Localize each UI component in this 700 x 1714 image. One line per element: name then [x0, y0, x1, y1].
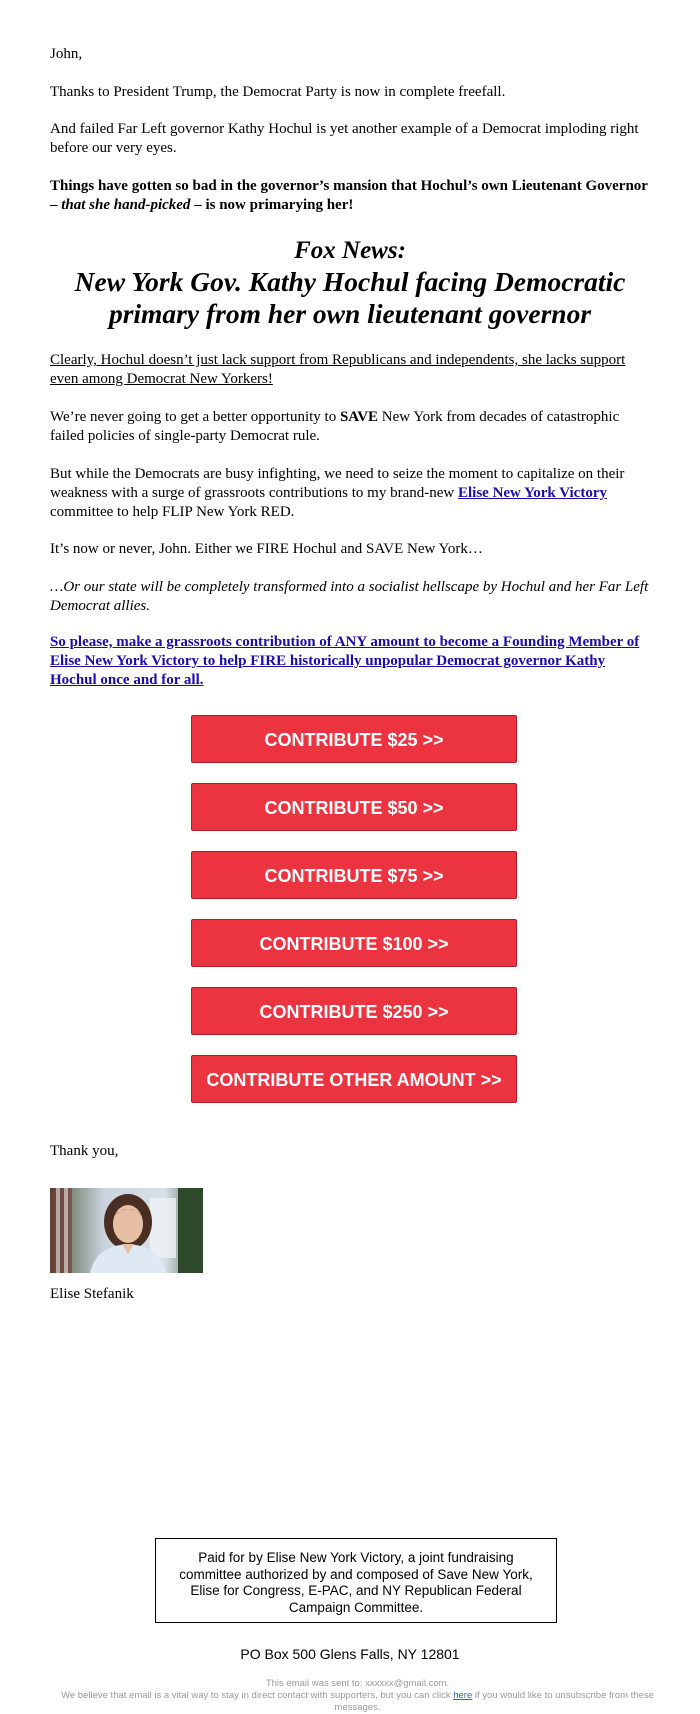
signoff: Thank you,: [50, 1143, 119, 1159]
footer-unsubscribe: We believe that email is a vital way to stay in direct contact with supporters, but you can click here if you would like to unsubscribe from these messages.: [61, 1690, 654, 1713]
unsubscribe-link[interactable]: here: [453, 1690, 473, 1701]
contribute-50-button[interactable]: CONTRIBUTE $50 >>: [191, 783, 517, 831]
paragraph-9: [50, 633, 650, 690]
paragraph-4: Clearly, Hochul doesn’t just lack support from Republicans and independents, she lacks support even among Democrat New Yorkers!: [50, 352, 626, 387]
contribute-text-link[interactable]: So please, make a grassroots contribution of ANY amount to become a Founding Member of Elise New York Victory to help FIRE historically unpopular Democrat governor Kathy Hochul once and for all.: [50, 634, 640, 688]
greeting: John,: [50, 46, 83, 62]
footer-sent-to: This email was sent to: xxxxxx@gmail.com.: [265, 1678, 450, 1689]
paragraph-8: …Or our state will be completely transformed into a socialist hellscape by Hochul and her Far Left Democrat allies.: [50, 579, 649, 614]
headline-source: Fox News:: [294, 237, 406, 264]
paragraph-6: But while the Democrats are busy infighting, we need to seize the moment to capitalize on their weakness with a surge of grassroots contributions to my brand-new Elise New York Victory committee to help FLIP New York RED.: [50, 466, 625, 520]
contribute-25-button[interactable]: CONTRIBUTE $25 >>: [191, 715, 517, 763]
contribute-75-button[interactable]: CONTRIBUTE $75 >>: [191, 851, 517, 899]
paragraph-2: And failed Far Left governor Kathy Hochul is yet another example of a Democrat imploding right before our very eyes.: [50, 121, 639, 156]
mailing-address: PO Box 500 Glens Falls, NY 12801: [240, 1646, 460, 1662]
contribute-250-button[interactable]: CONTRIBUTE $250 >>: [191, 987, 517, 1035]
headline-title: New York Gov. Kathy Hochul facing Democratic primary from her own lieutenant governor: [74, 266, 626, 329]
portrait-image: [50, 1188, 203, 1273]
signature-name: Elise Stefanik: [50, 1286, 134, 1302]
contribute-other-amount-button[interactable]: CONTRIBUTE OTHER AMOUNT >>: [191, 1055, 517, 1103]
paid-for-disclaimer: Paid for by Elise New York Victory, a joint fundraising committee authorized by and composed of Save New York, Elise for Congress, E-PAC, and NY Republican Federal Campaign Committee.: [155, 1538, 557, 1623]
paragraph-3: Things have gotten so bad in the governor’s mansion that Hochul’s own Lieutenant Governor – that she hand-picked – is now primarying her!: [50, 178, 648, 213]
signature-photo: [50, 1188, 203, 1273]
paragraph-1: Thanks to President Trump, the Democrat Party is now in complete freefall.: [50, 84, 506, 100]
paragraph-7: It’s now or never, John. Either we FIRE Hochul and SAVE New York…: [50, 541, 483, 557]
contribute-100-button[interactable]: CONTRIBUTE $100 >>: [191, 919, 517, 967]
elise-new-york-victory-link[interactable]: Elise New York Victory: [457, 485, 607, 501]
paragraph-5: We’re never going to get a better opportunity to SAVE New York from decades of catastrophic failed policies of single-party Democrat rule.: [50, 409, 620, 444]
